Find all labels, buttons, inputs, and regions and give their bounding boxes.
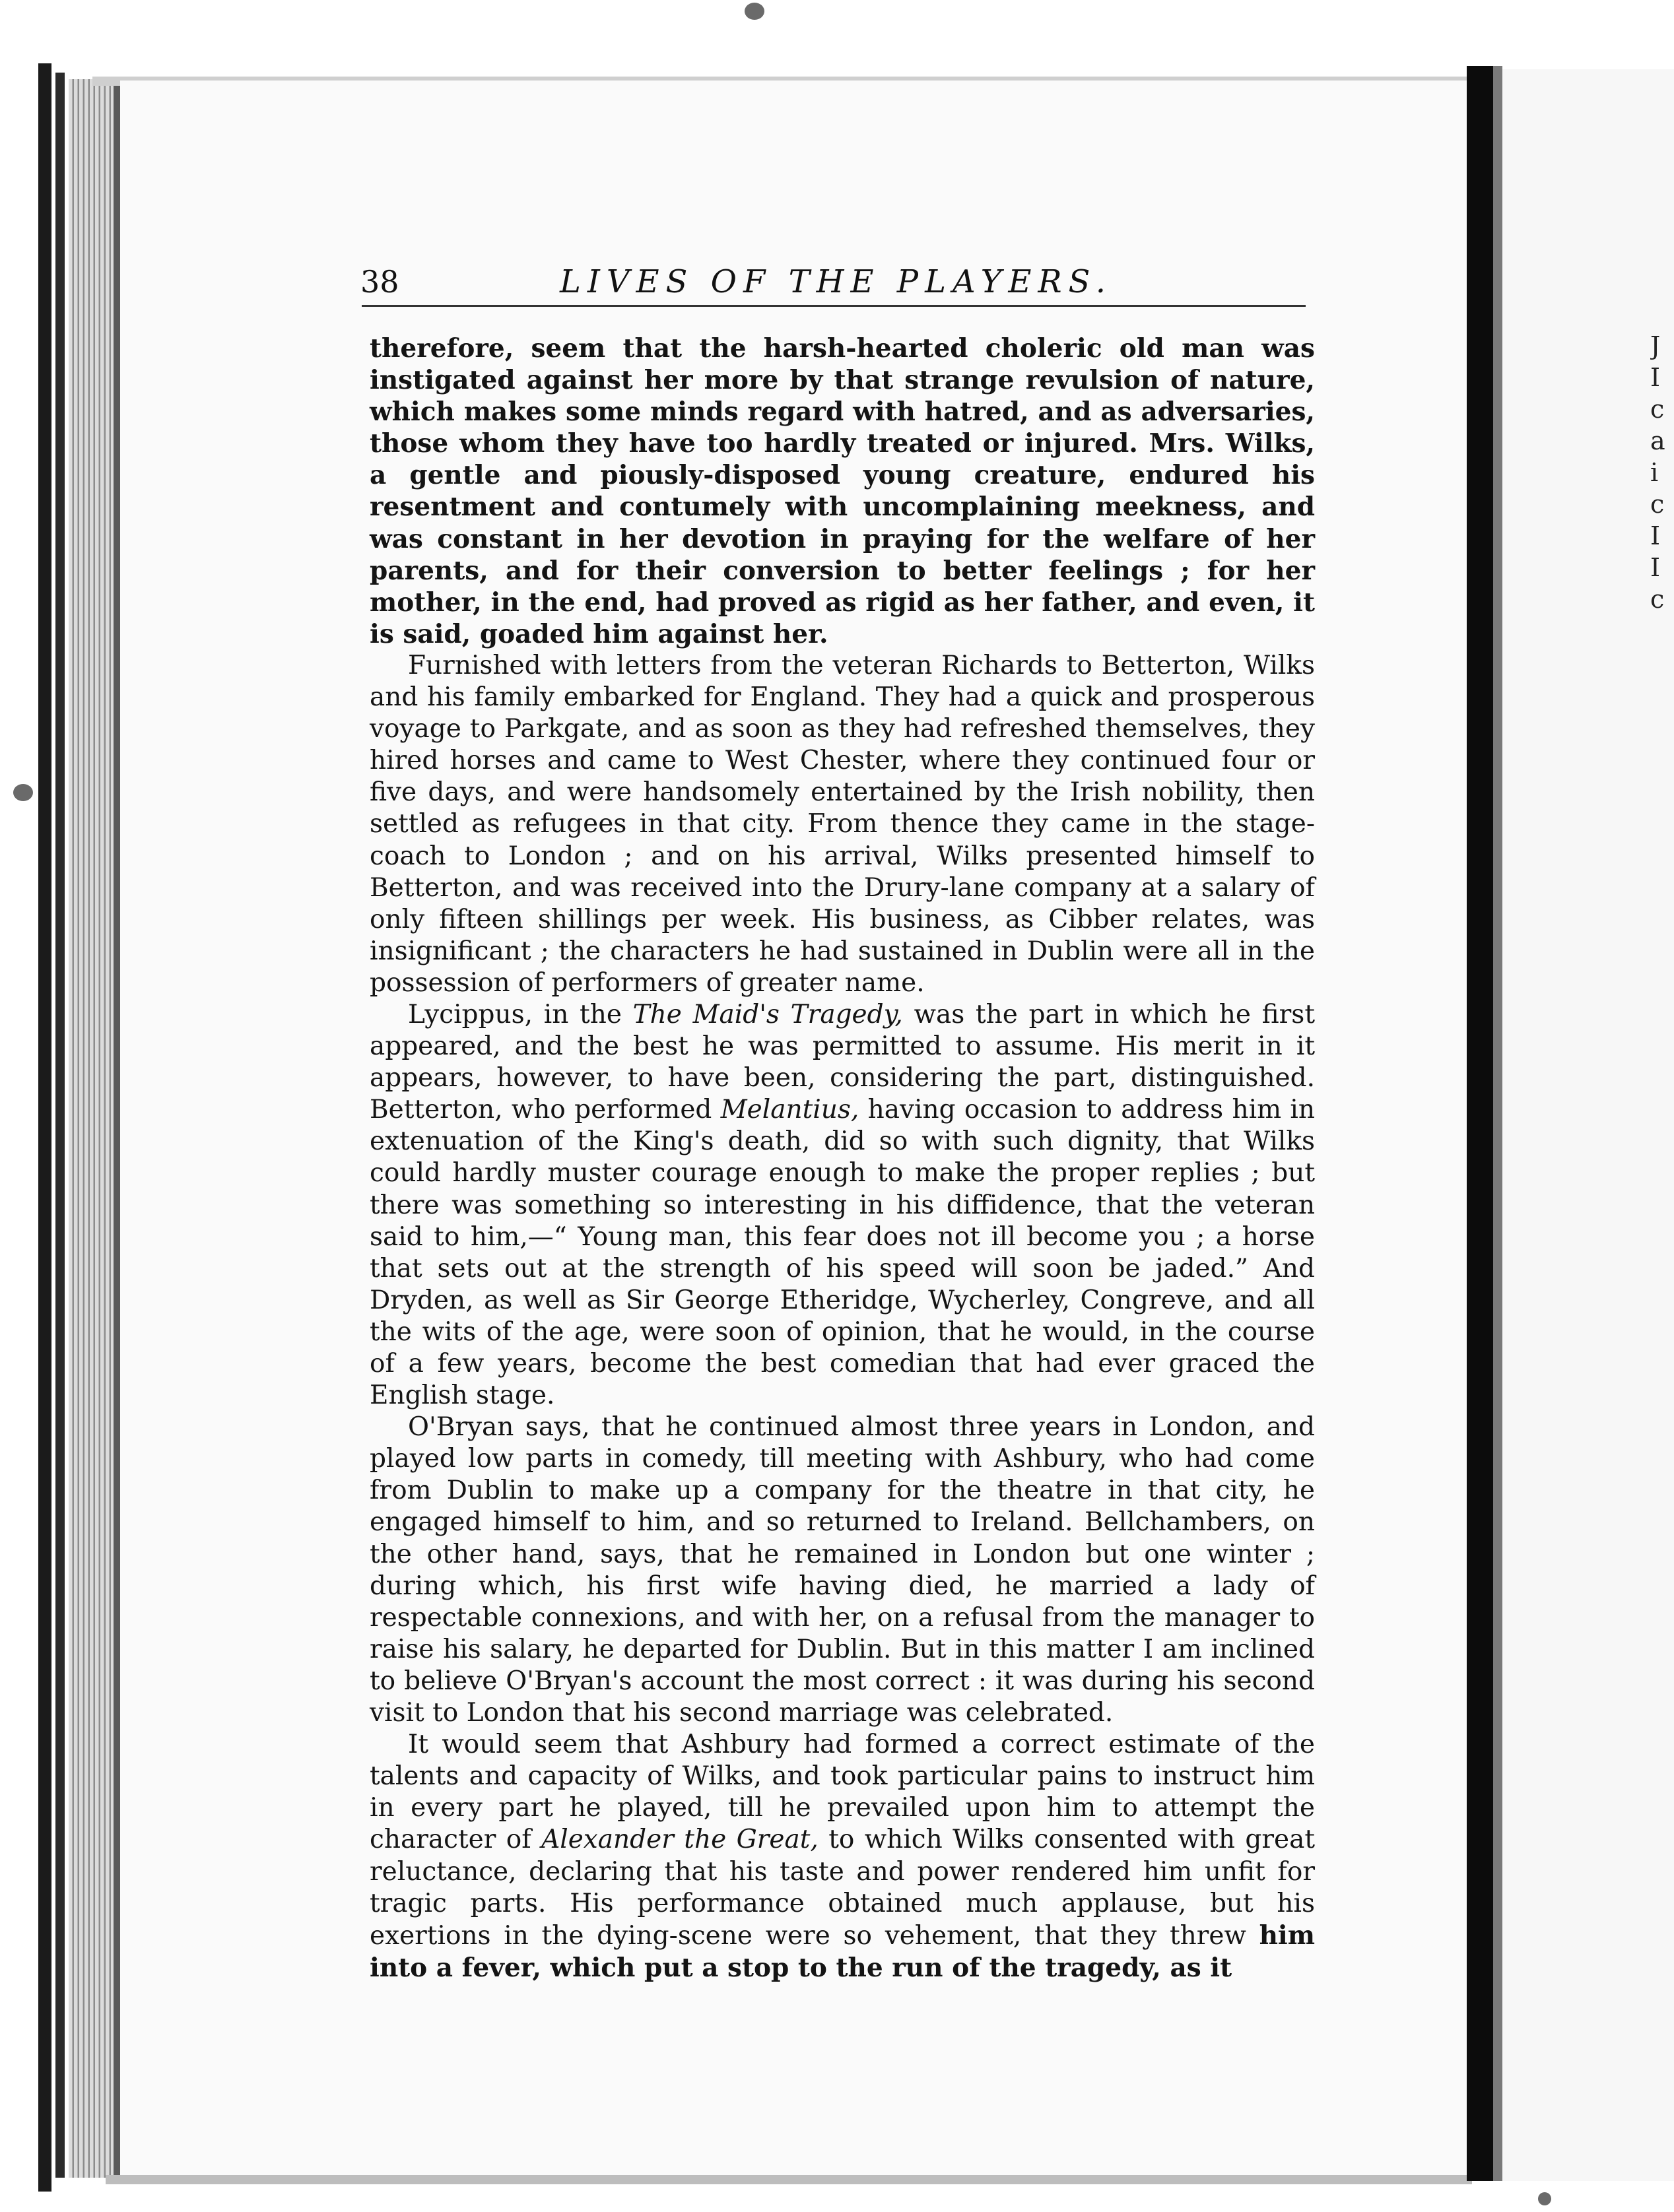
book-gutter bbox=[1467, 66, 1493, 2181]
facing-letter: I bbox=[1650, 553, 1661, 582]
facing-letter: I bbox=[1650, 363, 1661, 392]
page-edge-shadow bbox=[114, 82, 120, 2178]
paragraph-ashbury bbox=[370, 1729, 1315, 1984]
gutter-shadow bbox=[1493, 66, 1502, 2181]
play-title: The Maid's Tragedy, bbox=[632, 999, 903, 1029]
text-run: was the part in which he first appeared, and the best he was permitted to assume. His merit in it appears, however, to have been, considering the part, distinguished. Betterton, who performed bbox=[370, 999, 1315, 1125]
dust-speck bbox=[745, 3, 764, 20]
book-spine-inner bbox=[55, 73, 65, 2178]
text-run: It would seem that Ashbury had formed a correct estimate of the talents and capacity of Wilks, and took particular pains to instruct him in every part he played, till he prevailed upon him to attempt the character of bbox=[370, 1730, 1315, 1855]
paragraph-continuation: therefore, seem that the harsh-hearted choleric old man was instigated against her more by that strange revulsion of nature, which makes some minds regard with hatred, and as adversaries, those whom they have too hardly treated or injured. Mrs. Wilks, a gentle and piously-disposed young creature, endured his resentment and contumely with uncomplaining meekness, and was constant in her devotion in praying for the welfare of her parents, and for their conversion to better feelings ; for her mother, in the end, had proved as rigid as her father, and even, it is said, goaded him against her. bbox=[370, 333, 1315, 649]
text-run: to which Wilks consented with great reluctance, declaring that his taste and power rendered him unfit for tragic parts. His performance obtained much applause, but his exertions in the dying-scene were so vehement, that they threw bbox=[370, 1825, 1315, 1951]
paragraph-obryan-account: O'Bryan says, that he continued almost three years in London, and played low parts in comedy, till meeting with Ashbury, who had come from Dublin to make up a company for the theatre in that city, he engaged himself to him, and so returned to Ireland. Bellchambers, on the other hand, says, that he remained in London but one winter ; during which, his first wife having died, he married a lady of respectable connexions, and with her, on a refusal from the manager to raise his salary, he departed for Dublin. But in this matter I am inclined to believe O'Bryan's account the most correct : it was during his second visit to London that his second marriage was celebrated. bbox=[370, 1412, 1315, 1728]
facing-page bbox=[1502, 69, 1674, 2181]
text-run-final-line: him into a fever, which put a stop to the run of the tragedy, as it bbox=[370, 1920, 1315, 1983]
facing-letter: J bbox=[1650, 331, 1661, 360]
page-bottom-edge bbox=[106, 2175, 1472, 2184]
facing-letter: a bbox=[1650, 426, 1665, 455]
running-head: LIVES OF THE PLAYERS. bbox=[560, 263, 1112, 300]
paragraph-journey-to-england: Furnished with letters from the veteran Richards to Betterton, Wilks and his family embarked for England. They had a quick and prosperous voyage to Parkgate, and as soon as they had refreshed themselves, they hired horses and came to West Chester, where they continued four or five days, and were handsomely entertained by the Irish nobility, then settled as refugees in that city. From thence they came in the stage-coach to London ; and on his arrival, Wilks presented himself to Betterton, and was received into the Drury-lane company at a salary of only fifteen shillings per week. His business, as Cibber relates, was insignificant ; the characters he had sustained in Dublin were all in the possession of performers of greater name. bbox=[370, 650, 1315, 998]
facing-letter: c bbox=[1650, 585, 1665, 614]
role-name: Melantius, bbox=[720, 1095, 859, 1125]
page-header bbox=[360, 259, 1304, 305]
facing-page-text-fragments bbox=[1650, 330, 1674, 615]
facing-letter: i bbox=[1650, 458, 1659, 487]
facing-letter: c bbox=[1650, 395, 1665, 424]
stacked-page-edges bbox=[69, 79, 114, 2178]
text-run: Lycippus, in the bbox=[408, 999, 633, 1029]
page-number: 38 bbox=[360, 264, 399, 300]
dust-speck bbox=[13, 784, 33, 801]
facing-letter: I bbox=[1650, 521, 1661, 550]
body-text bbox=[370, 333, 1315, 1984]
text-run: having occasion to address him in extenuation of the King's death, did so with such dignity, that Wilks could hardly muster courage enough to make the proper replies ; but there was something so interesting in his diffidence, that the veteran said to him,—“ Young man, this fear does not ill become you ; a horse that sets out at the strength of his speed will soon be jaded.” And Dryden, as well as Sir George Etheridge, Wycherley, Congreve, and all the wits of the age, were soon of opinion, that he would, in the course of a few years, become the best comedian that had ever graced the English stage. bbox=[370, 1095, 1316, 1411]
role-name: Alexander the Great, bbox=[541, 1825, 819, 1855]
header-rule bbox=[362, 305, 1306, 307]
dust-speck bbox=[1538, 2192, 1551, 2205]
book-spine-shadow bbox=[38, 63, 51, 2192]
paragraph-first-role bbox=[370, 999, 1315, 1412]
facing-letter: c bbox=[1650, 490, 1665, 519]
